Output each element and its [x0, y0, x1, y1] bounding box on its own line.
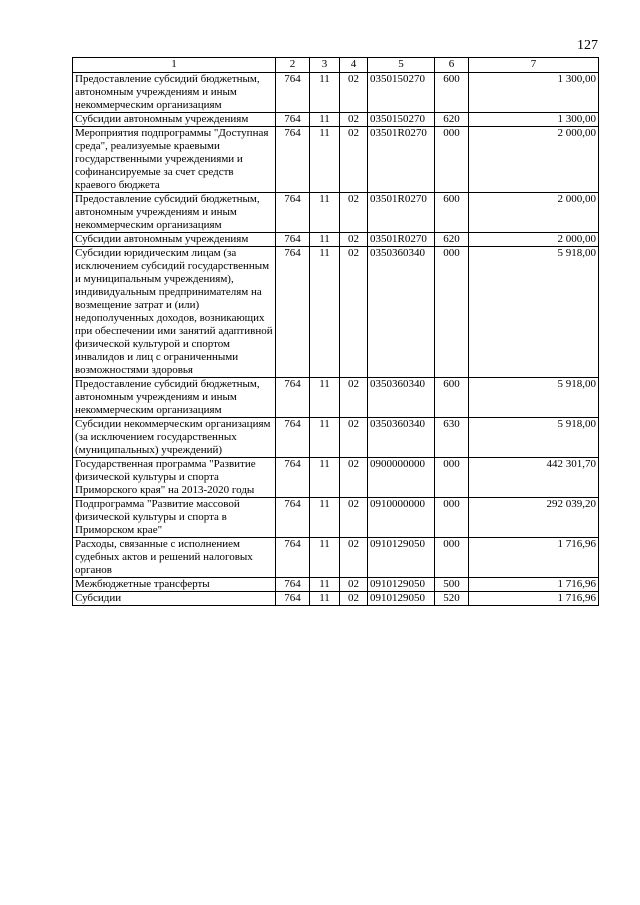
row-ministry: 764 — [276, 578, 310, 592]
table-row — [73, 578, 599, 592]
table-row — [73, 498, 599, 538]
row-target: 0350150270 — [368, 113, 435, 127]
row-target: 03501R0270 — [368, 233, 435, 247]
row-section: 11 — [310, 578, 340, 592]
row-type: 600 — [435, 193, 469, 233]
row-target: 0910129050 — [368, 578, 435, 592]
row-section: 11 — [310, 247, 340, 378]
header-col-7: 7 — [469, 58, 599, 73]
row-target: 03501R0270 — [368, 193, 435, 233]
header-col-6: 6 — [435, 58, 469, 73]
row-subsection: 02 — [340, 193, 368, 233]
row-subsection: 02 — [340, 113, 368, 127]
row-amount: 1 716,96 — [469, 578, 599, 592]
row-target: 0350360340 — [368, 247, 435, 378]
row-type: 000 — [435, 498, 469, 538]
row-amount: 5 918,00 — [469, 247, 599, 378]
row-subsection: 02 — [340, 458, 368, 498]
row-section: 11 — [310, 458, 340, 498]
row-name: Подпрограмма "Развитие массовой физической культуры и спорта в Приморском крае" — [73, 498, 276, 538]
header-row — [73, 58, 599, 73]
table-row — [73, 233, 599, 247]
row-target: 0350150270 — [368, 73, 435, 113]
header-col-1: 1 — [73, 58, 276, 73]
row-ministry: 764 — [276, 247, 310, 378]
row-amount: 1 716,96 — [469, 592, 599, 606]
row-type: 620 — [435, 233, 469, 247]
row-section: 11 — [310, 592, 340, 606]
row-ministry: 764 — [276, 592, 310, 606]
row-amount: 2 000,00 — [469, 127, 599, 193]
page-number: 127 — [577, 38, 598, 53]
row-ministry: 764 — [276, 538, 310, 578]
row-name: Субсидии — [73, 592, 276, 606]
row-type: 000 — [435, 247, 469, 378]
header-col-2: 2 — [276, 58, 310, 73]
row-name: Предоставление субсидий бюджетным, автономным учреждениям и иным некоммерческим организациям — [73, 378, 276, 418]
table-row — [73, 418, 599, 458]
row-name: Государственная программа "Развитие физической культуры и спорта Приморского края" на 2013-2020 годы — [73, 458, 276, 498]
row-ministry: 764 — [276, 113, 310, 127]
table-row — [73, 538, 599, 578]
row-type: 000 — [435, 127, 469, 193]
row-target: 0350360340 — [368, 418, 435, 458]
table-row — [73, 127, 599, 193]
row-name: Расходы, связанные с исполнением судебных актов и решений налоговых органов — [73, 538, 276, 578]
row-target: 0350360340 — [368, 378, 435, 418]
header-col-5: 5 — [368, 58, 435, 73]
row-target: 0910129050 — [368, 592, 435, 606]
row-subsection: 02 — [340, 73, 368, 113]
row-section: 11 — [310, 193, 340, 233]
row-name: Мероприятия подпрограммы "Доступная среда", реализуемые краевыми государственными учреждениями и софинансируемые за счет средств краевого бюджета — [73, 127, 276, 193]
row-subsection: 02 — [340, 378, 368, 418]
row-amount: 292 039,20 — [469, 498, 599, 538]
row-type: 520 — [435, 592, 469, 606]
row-name: Субсидии некоммерческим организациям (за исключением государственных (муниципальных) учреждений) — [73, 418, 276, 458]
row-type: 600 — [435, 378, 469, 418]
row-ministry: 764 — [276, 233, 310, 247]
row-ministry: 764 — [276, 458, 310, 498]
row-amount: 5 918,00 — [469, 418, 599, 458]
row-subsection: 02 — [340, 592, 368, 606]
row-type: 600 — [435, 73, 469, 113]
row-amount: 2 000,00 — [469, 233, 599, 247]
row-name: Межбюджетные трансферты — [73, 578, 276, 592]
row-section: 11 — [310, 538, 340, 578]
table-row — [73, 458, 599, 498]
row-name: Субсидии автономным учреждениям — [73, 113, 276, 127]
row-subsection: 02 — [340, 418, 368, 458]
row-section: 11 — [310, 418, 340, 458]
table-row — [73, 247, 599, 378]
row-target: 0900000000 — [368, 458, 435, 498]
row-subsection: 02 — [340, 498, 368, 538]
row-subsection: 02 — [340, 538, 368, 578]
row-section: 11 — [310, 73, 340, 113]
row-amount: 442 301,70 — [469, 458, 599, 498]
row-subsection: 02 — [340, 127, 368, 193]
budget-table — [72, 57, 599, 606]
row-type: 000 — [435, 538, 469, 578]
row-name: Предоставление субсидий бюджетным, автономным учреждениям и иным некоммерческим организациям — [73, 73, 276, 113]
row-type: 620 — [435, 113, 469, 127]
row-ministry: 764 — [276, 498, 310, 538]
row-type: 500 — [435, 578, 469, 592]
table-row — [73, 592, 599, 606]
header-col-4: 4 — [340, 58, 368, 73]
row-section: 11 — [310, 378, 340, 418]
row-amount: 5 918,00 — [469, 378, 599, 418]
table-row — [73, 193, 599, 233]
row-subsection: 02 — [340, 247, 368, 378]
row-name: Субсидии автономным учреждениям — [73, 233, 276, 247]
row-ministry: 764 — [276, 378, 310, 418]
row-section: 11 — [310, 113, 340, 127]
row-section: 11 — [310, 233, 340, 247]
row-ministry: 764 — [276, 193, 310, 233]
row-ministry: 764 — [276, 127, 310, 193]
table-row — [73, 73, 599, 113]
row-ministry: 764 — [276, 73, 310, 113]
row-amount: 1 300,00 — [469, 113, 599, 127]
table-row — [73, 378, 599, 418]
row-amount: 1 300,00 — [469, 73, 599, 113]
row-section: 11 — [310, 127, 340, 193]
row-section: 11 — [310, 498, 340, 538]
row-target: 0910129050 — [368, 538, 435, 578]
row-type: 000 — [435, 458, 469, 498]
row-amount: 1 716,96 — [469, 538, 599, 578]
row-target: 0910000000 — [368, 498, 435, 538]
row-name: Субсидии юридическим лицам (за исключением субсидий государственным и муниципальным учреждениям), индивидуальным предпринимателям на возмещение затрат и (или) недополученных доходов, возникающих при обеспечении ими занятий адаптивной физической культурой и спортом инвалидов и лиц с ограниченными возможностями здоровья — [73, 247, 276, 378]
row-subsection: 02 — [340, 578, 368, 592]
row-ministry: 764 — [276, 418, 310, 458]
row-subsection: 02 — [340, 233, 368, 247]
row-amount: 2 000,00 — [469, 193, 599, 233]
row-name: Предоставление субсидий бюджетным, автономным учреждениям и иным некоммерческим организациям — [73, 193, 276, 233]
row-type: 630 — [435, 418, 469, 458]
header-col-3: 3 — [310, 58, 340, 73]
table-row — [73, 113, 599, 127]
row-target: 03501R0270 — [368, 127, 435, 193]
